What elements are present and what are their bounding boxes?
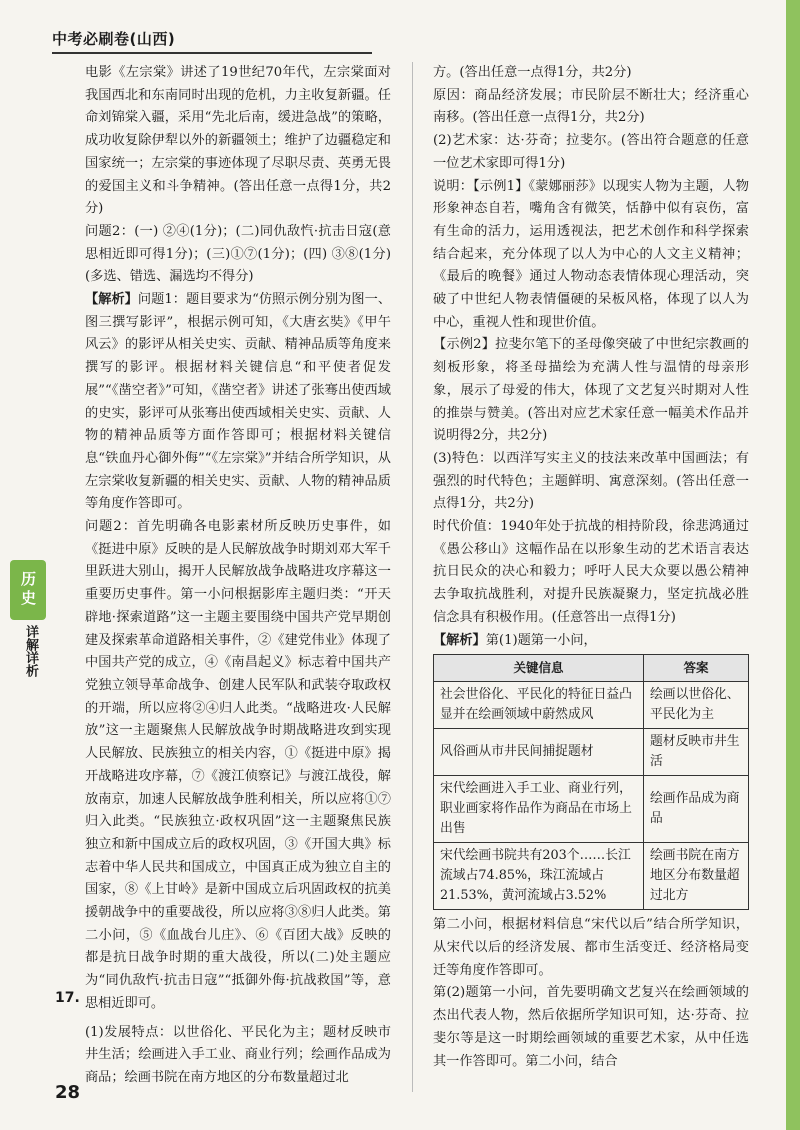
table-cell-key: 宋代绘画进入手工业、商业行列，职业画家将作品作为商品在市场上出售: [434, 776, 644, 843]
key-info-table: [433, 654, 749, 910]
right-paragraph-7: 时代价值：1940年处于抗战的相持阶段，徐悲鸿通过《愚公移山》这幅作品在以形象生动的艺术语言表达抗日民众的决心和毅力；呼吁人民大众要以愚公精神去争取抗战胜利，对提升民族凝聚力，坚定抗战必胜信念具有积极作用。(任意答出一点得1分): [433, 519, 749, 625]
header-rule: [52, 52, 372, 54]
table-cell-answer: 绘画以世俗化、平民化为主: [644, 682, 749, 729]
edge-stripe: [786, 0, 800, 1130]
left-paragraph-4: 问题2：首先明确各电影素材所反映历史事件，如《挺进中原》反映的是人民解放战争时期刘邓大军千里跃进大别山，揭开人民解放战争战略进攻序幕这一重要历史事件。第一小问根据影库主题归类：“开天辟地·探索道路”这一主题主要围绕中国共产党早期创建及探索革命道路相关事件，②《建党伟业》体现了中国共产党的成立，④《南昌起义》标志着中国共产党独立领导革命战争、创建人民军队和武装夺取政权的开端，所以应将②④归人此类。“战略进攻·人民解放”这一主题聚焦人民解放战争时期战略进攻到实现人民解放、民族独立的相关内容，①《挺进中原》揭开战略进攻序幕，⑦《渡江侦察记》与渡江战役，解放南京，加速人民解放战争胜利相关，所以应将①⑦归入此类。“民族独立·政权巩固”这一主题聚焦民族独立和新中国成立后的政权巩固，③《开国大典》标志着中华人民共和国成立，中国真正成为独立自主的国家，⑧《上甘岭》是新中国成立后巩固政权的抗美援朝战争中的重要战役，所以应将③⑧归人此类。第二小问，⑤《血战台儿庄》、⑥《百团大战》反映的都是抗日战争时期的重大战役，所以(二)处主题应为“同仇敌忾·抗击日寇”“抵御外侮·抗战救国”等，意思相近即可。: [85, 519, 391, 1011]
right-column: [433, 62, 749, 1073]
right-paragraph-1: 方。(答出任意一点得1分，共2分): [433, 65, 632, 80]
table-cell-key: 宋代绘画书院共有203个……长江流域占74.85%，珠江流域占21.53%，黄河流域占3.52%: [434, 843, 644, 910]
question-number-17: 17.: [55, 990, 80, 1006]
right-paragraph-9: 第二小问，根据材料信息“宋代以后”结合所学知识，从宋代以后的经济发展、都市生活变迁、经济格局变迁等角度作答即可。: [433, 917, 749, 978]
left-paragraph-3: [85, 289, 391, 516]
right-paragraph-4: 说明：【示例1】《蒙娜丽莎》以现实人物为主题，人物形象神态自若，嘴角含有微笑，恬静中似有哀伤，富有生命的活力，运用透视法，把艺术创作和科学探索结合起来，充分体现了以人为中心的人文主义精神；《最后的晚餐》通过人物动态表情体现心理活动，突破了中世纪人物表情僵硬的呆板风格，体现了以人为中心，重视人性和现世价值。: [433, 178, 749, 330]
table-row: [434, 729, 749, 776]
table-row: [434, 843, 749, 910]
subject-tab: 历史: [10, 560, 46, 620]
page-header-title: 中考必刷卷(山西): [52, 30, 176, 48]
table-cell-answer: 题材反映市井生活: [644, 729, 749, 776]
table-row: [434, 776, 749, 843]
table-cell-answer: 绘画作品成为商品: [644, 776, 749, 843]
right-paragraph-6: (3)特色：以西洋写实主义的技法来改革中国画法；有强烈的时代特色；主题鲜明、寓意深刻。(答出任意一点得1分，共2分): [433, 450, 749, 512]
left-paragraph-2: 问题2：(一) ②④(1分)；(二)同仇敌忾·抗击日寇(意思相近即可得1分)；(三)①⑦(1分)；(四) ③⑧(1分)(多选、错选、漏选均不得分): [85, 223, 391, 285]
left-paragraph-5: (1)发展特点：以世俗化、平民化为主；题材反映市井生活；绘画进入手工业、商业行列；绘画作品成为商品；绘画书院在南方地区的分布数量超过北: [85, 1024, 391, 1085]
right-paragraph-8: [433, 630, 749, 653]
table-header-key-info: 关键信息: [434, 655, 644, 682]
left-paragraph-1: 电影《左宗棠》讲述了19世纪70年代，左宗棠面对我国西北和东南同时出现的危机，力主收复新疆。任命刘锦棠入疆，采用“先北后南，缓进急战”的策略，成功收复除伊犁以外的新疆领土；维护了边疆稳定和国家统一；左宗棠的事迹体现了尽职尽责、英勇无畏的爱国主义和斗争精神。(答出任意一点得1分，共2分): [85, 65, 391, 217]
analysis-text-1: 问题1：题目要求为“仿照示例分别为图一、图三撰写影评”，根据示例可知，《大唐玄奘》《甲午风云》的影评从相关史实、贡献、精神品质等角度来撰写的影评。根据材料关键信息“和平使者促发展”“《凿空者》”可知，《凿空者》讲述了张骞出使西域的史实，影评可从张骞出使西域相关史实、贡献、人物的精神品质等方面作答即可；根据材料关键信息“铁血丹心御外侮”“《左宗棠》”并结合所学知识，从左宗棠收复新疆的相关史实、贡献、人物的精神品质等角度作答即可。: [85, 292, 392, 512]
column-divider: [412, 62, 413, 1092]
analysis-tag: 【解析】: [85, 292, 138, 308]
table-cell-key: 社会世俗化、平民化的特征日益凸显并在绘画领域中蔚然成风: [434, 682, 644, 729]
right-paragraph-5: 【示例2】拉斐尔笔下的圣母像突破了中世纪宗教画的刻板形象，将圣母描绘为充满人性与温情的母亲形象，展示了母爱的伟大，体现了文艺复兴时期对人性的推崇与赞美。(答出对应艺术家任意一幅美术作品并说明得2分，共2分): [433, 337, 749, 444]
table-header-answer: 答案: [644, 655, 749, 682]
left-column: [85, 62, 391, 1090]
table-row: [434, 682, 749, 729]
section-label: 详解详析: [23, 625, 38, 677]
analysis-tag: 【解析】: [433, 632, 486, 648]
right-paragraph-2: 原因：商品经济发展；市民阶层不断壮大；经济重心南移。(答出任意一点得1分，共2分): [433, 87, 749, 126]
table-cell-answer: 绘画书院在南方地区分布数量超过北方: [644, 843, 749, 910]
analysis-text-2: 第(1)题第一小问，: [485, 632, 597, 648]
page-number: 28: [55, 1082, 81, 1103]
right-paragraph-10: 第(2)题第一小问，首先要明确文艺复兴在绘画领域的杰出代表人物，然后依据所学知识可知，达·芬奇、拉斐尔等是这一时期绘画领域的重要艺术家，从中任选其一作答即可。第二小问，结合: [433, 985, 749, 1069]
table-header-row: [434, 655, 749, 682]
right-paragraph-3: (2)艺术家：达·芬奇；拉斐尔。(答出符合题意的任意一位艺术家即可得1分): [433, 133, 749, 171]
table-cell-key: 风俗画从市井民间捕捉题材: [434, 729, 644, 776]
